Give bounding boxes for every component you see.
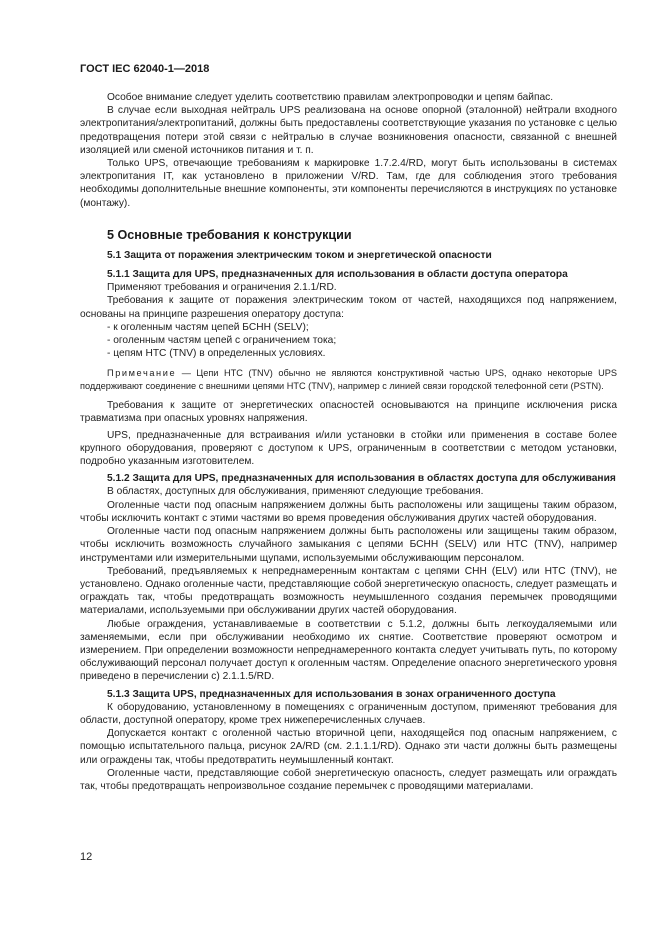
section-5-heading: 5 Основные требования к конструкции [107,227,352,242]
note [80,367,617,392]
list-item: - цепям НТС (TNV) в определенных условиях. [107,348,326,360]
intro-paragraph: В случае если выходная нейтраль UPS реализована на основе опорной (эталонной) нейтрали входного электропитания/электропитаний, должны быть предоставлены соответствующие указания по установке с целью предотвращения потери этой связи с нейтралью в случае возникновения опасности, связанной с внешней изоляцией или сменой источников питания и т. п. [80,105,617,156]
note-text: — Цепи НТС (TNV) обычно не являются конструктивной частью UPS, однако некоторые UPS поддерживают соединение с внешними цепями НТС (TNV), например с линией связи городской телефонной сети (PSTN). [80,368,617,391]
document-body [80,91,617,793]
paragraph: Любые ограждения, устанавливаемые в соответствии с 5.1.2, должны быть легкоудаляемыми или заменяемыми, если при обслуживании необходимо их снятие. Соответствие проверяют осмотром и измерением. При определении возможности непреднамеренного контакта следует учитывать путь, по которому обслуживающий персонал получает доступ к оголенным частям. Определение опасного энергетического уровня приведено в перечислении с) 2.1.1.5/RD. [80,618,617,683]
paragraph: Оголенные части под опасным напряжением должны быть расположены или защищены таким образом, чтобы исключить возможность случайного замыкания с цепями БСНН (SELV) или НТС (TNV), например инструментами или измерительными щупами, используемыми обслуживающим персоналом. [80,526,617,564]
list-item: - к оголенным частям цепей БСНН (SELV); [107,321,309,333]
paragraph: В областях, доступных для обслуживания, применяют следующие требования. [107,486,484,498]
section-5-1-3-heading: 5.1.3 Защита UPS, предназначенных для использования в зонах ограниченного доступа [107,688,556,700]
paragraph: Требований, предъявляемых к непреднамеренным контактам с цепями СНН (ELV) или НТС (TNV), не установлено. Однако оголенные части, представляющие собой энергетическую опасность, следует размещать и ограждать так, чтобы предотвращать возможность неумышленного создания перемычек проводящими материалами, используемыми при обслуживании других частей оборудования. [80,565,617,617]
page-number: 12 [80,851,93,863]
paragraph: Оголенные части под опасным напряжением должны быть расположены или защищены таким образом, чтобы исключить контакт с этими частями во время проведения обслуживания других частей оборудования. [80,499,617,524]
section-5-1-2-heading: 5.1.2 Защита для UPS, предназначенных для использования в областях доступа для обслуживания [107,473,616,485]
intro-paragraph: Особое внимание следует уделить соответствию правилам электропроводки и цепям байпас. [107,92,554,103]
section-5-1-1-heading: 5.1.1 Защита для UPS, предназначенных для использования в области доступа оператора [107,269,568,281]
paragraph: Оголенные части, представляющие собой энергетическую опасность, следует размещать или ограждать так, чтобы предотвращать непроизвольное создание перемычек с проводящими материалами. [80,767,617,792]
paragraph: К оборудованию, установленному в помещениях с ограниченным доступом, применяют требования для области, доступной оператору, кроме трех нижеперечисленных случаев. [80,701,617,726]
paragraph: UPS, предназначенные для встраивания и/или установки в стойки или применения в составе более крупного оборудования, проверяют с доступом к UPS, ограниченным в соответствии с методом установки, подробно указанным изготовителем. [80,429,617,468]
note-label: Примечание [107,368,177,379]
document-header: ГОСТ IEC 62040-1—2018 [80,63,210,75]
paragraph: Требования к защите от энергетических опасностей основываются на принципе исключения риска травматизма при опасных уровнях напряжения. [80,400,617,425]
intro-paragraph: Только UPS, отвечающие требованиям к маркировке 1.7.2.4/RD, могут быть использованы в системах электропитания IT, как установлено в приложении V/RD. Там, где для соблюдения этого требования необходимы дополнительные внешние компоненты, эти компоненты перечисляются в инструкциях по установке (монтажу). [80,158,617,209]
section-5-1-heading: 5.1 Защита от поражения электрическим током и энергетической опасности [107,249,492,261]
list-item: - оголенным частям цепей с ограничением тока; [107,335,337,347]
paragraph: Требования к защите от поражения электрическим током от частей, находящихся под напряжением, основаны на принципе разрешения оператору доступа: [80,295,617,320]
paragraph: Допускается контакт с оголенной частью вторичной цепи, находящейся под опасным напряжением, с помощью испытательного пальца, рисунок 2А/RD (см. 2.1.1.1/RD). Однако эти части должны быть размещены или ограждены так, чтобы предотвратить неумышленный контакт. [80,728,617,766]
paragraph: Применяют требования и ограничения 2.1.1/RD. [107,282,337,294]
